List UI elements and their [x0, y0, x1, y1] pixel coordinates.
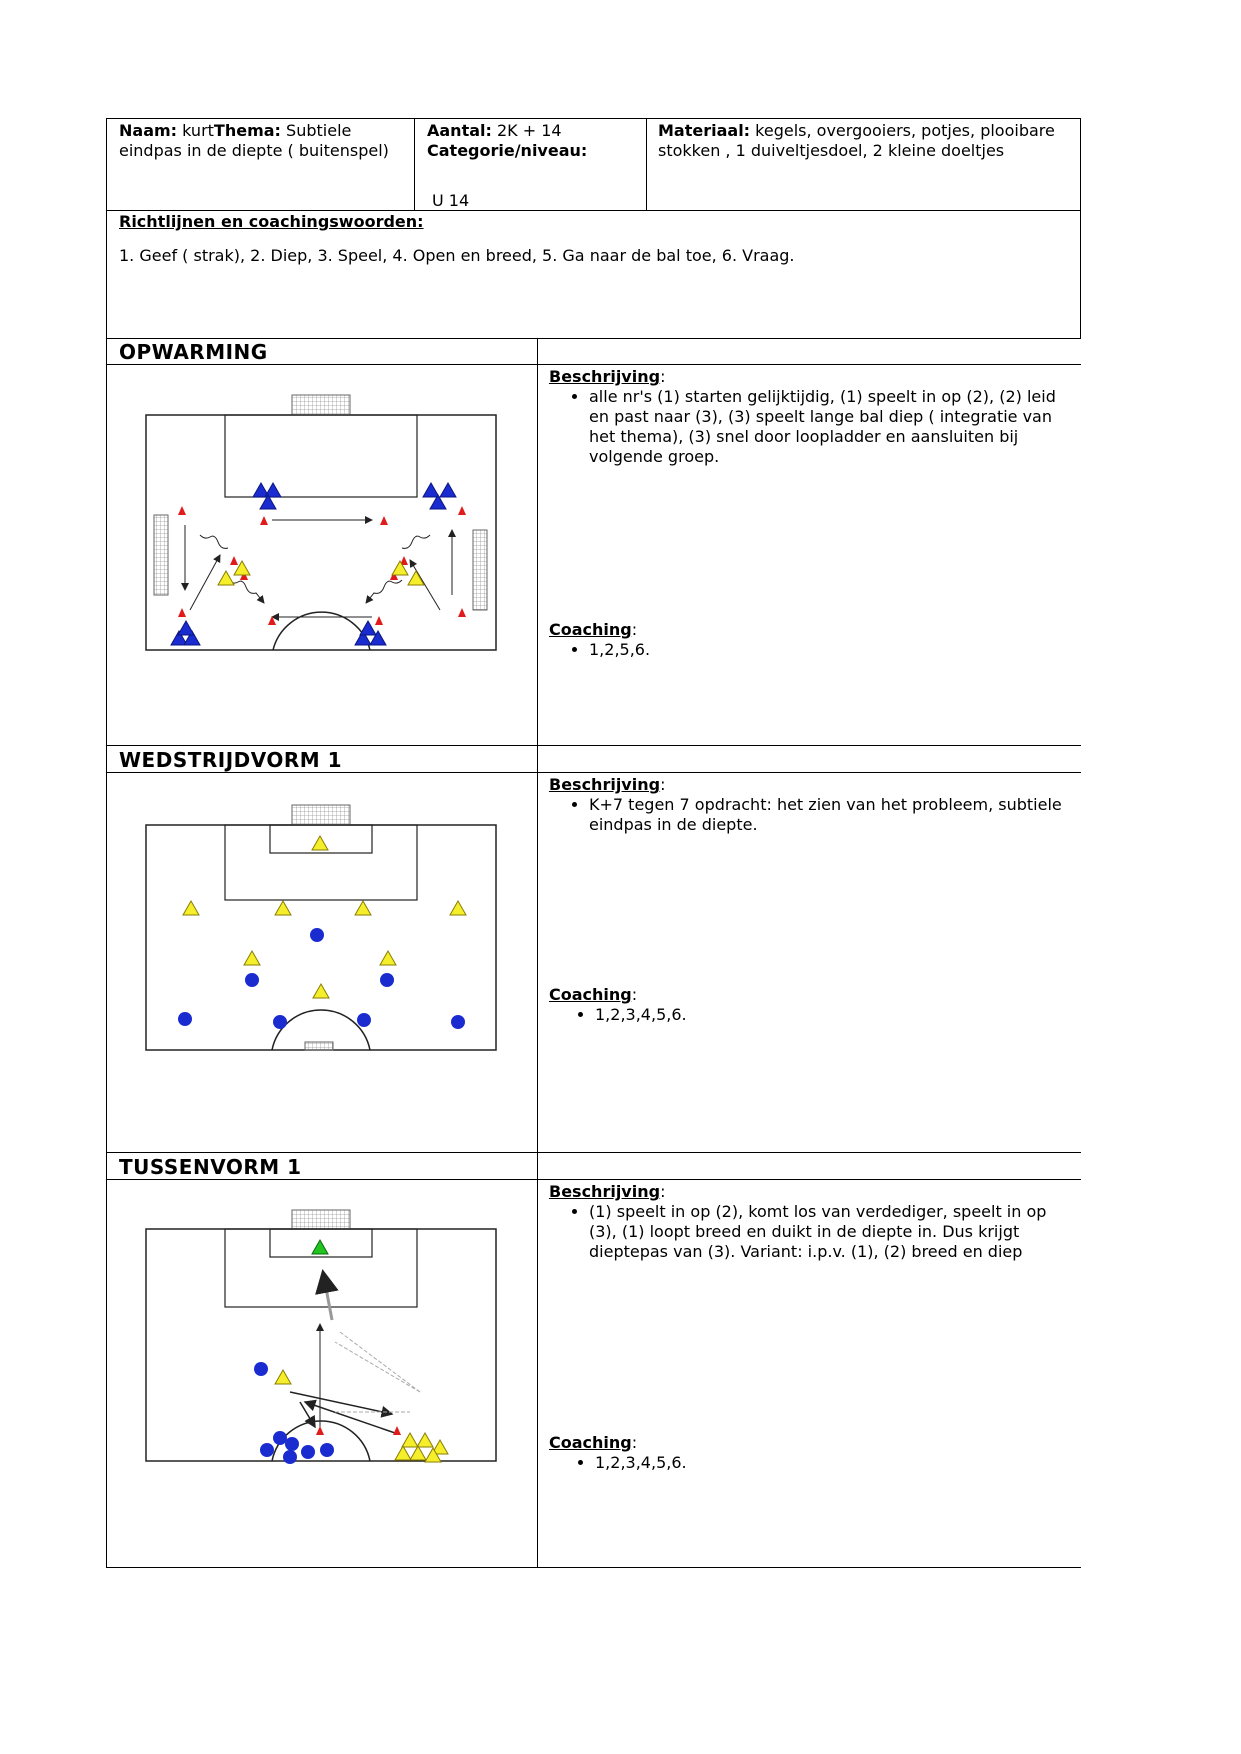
section-3-coaching: Coaching: • 1,2,3,4,5,6. — [549, 1433, 1069, 1473]
col-divider-2 — [646, 118, 647, 210]
diagram-wedstrijdvorm — [140, 795, 510, 1065]
richtlijnen-title: Richtlijnen en coachingswoorden: — [119, 212, 424, 231]
section-title-tussenvorm: TUSSENVORM 1 — [119, 1155, 302, 1179]
materiaal-cell — [658, 121, 1073, 161]
row-divider-1 — [106, 210, 1081, 211]
categorie-label: Categorie/niveau: — [427, 141, 588, 160]
materiaal-value: kegels, overgooiers, potjes, plooibare stokken , 1 duiveltjesdoel, 2 kleine doeltjes — [658, 121, 1055, 160]
coaching-label: Coaching — [549, 985, 632, 1004]
beschrijving-label: Beschrijving — [549, 775, 661, 794]
section-col-divider — [537, 338, 538, 1568]
coaching-item: • 1,2,3,4,5,6. — [595, 1005, 1069, 1025]
table-border-bottom — [106, 1567, 1081, 1568]
sec2-title-line — [106, 772, 1081, 773]
diagram-tussenvorm — [140, 1202, 510, 1472]
aantal-cell — [427, 121, 642, 209]
table-border-left — [106, 118, 107, 1568]
aantal-label: Aantal: — [427, 121, 492, 140]
naam-value: kurt — [182, 121, 214, 140]
thema-value: Subtiele eindpas in de diepte ( buitenspel) — [119, 121, 389, 160]
section-2-coaching: Coaching: • 1,2,3,4,5,6. — [549, 985, 1069, 1025]
coaching-item: • 1,2,5,6. — [589, 640, 1069, 660]
section-1-text: Beschrijving: • alle nr's (1) starten gelijktijdig, (1) speelt in op (2), (2) leid en past naar (3), (3) speelt lange bal diep ( integratie van het thema), (3) snel door loopladder en aansluiten bij volgende groep. — [549, 367, 1069, 467]
table-border-top — [106, 118, 1081, 119]
section-3-text: Beschrijving: • (1) speelt in op (2), komt los van verdediger, speelt in op (3), (1) loopt breed en duikt in de diepte in. Dus krijgt dieptepas van (3). Variant: i.p.v. (1), (2) breed en diep — [549, 1182, 1069, 1262]
section-2-text: Beschrijving: • K+7 tegen 7 opdracht: het zien van het probleem, subtiele eindpas in de diepte. — [549, 775, 1069, 835]
section-title-opwarming: OPWARMING — [119, 340, 268, 364]
beschrijving-item: • alle nr's (1) starten gelijktijdig, (1) speelt in op (2), (2) leid en past naar (3), (3) speelt lange bal diep ( integratie van het thema), (3) snel door loopladder en aansluiten bij volgende groep. — [589, 387, 1069, 467]
sec2-top-line — [106, 745, 1081, 746]
coaching-label: Coaching — [549, 1433, 632, 1452]
sec3-top-line — [106, 1152, 1081, 1153]
naam-label: Naam: — [119, 121, 178, 140]
row-divider-2 — [106, 338, 1081, 339]
coaching-item: • 1,2,3,4,5,6. — [595, 1453, 1069, 1473]
diagram-opwarming — [140, 385, 510, 660]
richtlijnen-text: 1. Geef ( strak), 2. Diep, 3. Speel, 4. Open en breed, 5. Ga naar de bal toe, 6. Vraag. — [119, 246, 795, 265]
beschrijving-label: Beschrijving — [549, 367, 661, 386]
thema-label: Thema: — [213, 121, 281, 140]
beschrijving-item: • K+7 tegen 7 opdracht: het zien van het probleem, subtiele eindpas in de diepte. — [589, 795, 1069, 835]
naam-cell — [119, 121, 411, 161]
beschrijving-item: • (1) speelt in op (2), komt los van verdediger, speelt in op (3), (1) loopt breed en duikt in de diepte in. Dus krijgt dieptepas van (3). Variant: i.p.v. (1), (2) breed en diep — [589, 1202, 1069, 1262]
table-border-right — [1080, 118, 1081, 338]
section-1-coaching: Coaching: • 1,2,5,6. — [549, 620, 1069, 660]
categorie-value: U 14 — [432, 191, 470, 210]
col-divider-1 — [414, 118, 415, 210]
beschrijving-label: Beschrijving — [549, 1182, 661, 1201]
materiaal-label: Materiaal: — [658, 121, 751, 140]
aantal-value: 2K + 14 — [497, 121, 562, 140]
sec1-title-line — [106, 364, 1081, 365]
coaching-label: Coaching — [549, 620, 632, 639]
section-title-wedstrijdvorm: WEDSTRIJDVORM 1 — [119, 748, 343, 772]
sec3-title-line — [106, 1179, 1081, 1180]
